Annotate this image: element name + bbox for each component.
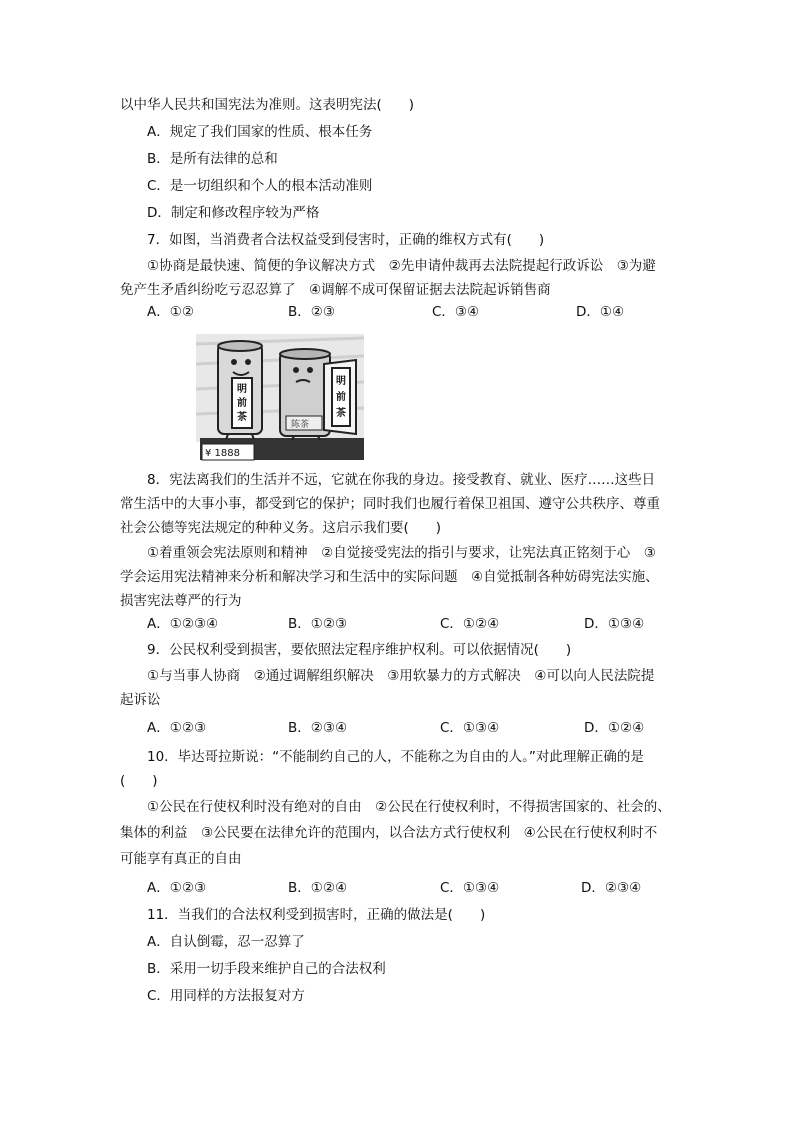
q7-stem: 7．如图，当消费者合法权益受到侵害时，正确的维权方式有( ) — [147, 232, 545, 248]
q6-option-c: C．是一切组织和个人的根本活动准则 — [147, 178, 373, 194]
q8-stem-line1: 8．宪法离我们的生活并不远，它就在你我的身边。接受教育、就业、医疗……这些日 — [147, 472, 656, 488]
q10-option-b: B．①②④ — [288, 880, 348, 896]
left-can-label-char2: 前 — [237, 398, 247, 409]
right-can-label-char2: 前 — [336, 392, 346, 403]
q7-options — [147, 302, 747, 322]
q11-option-a: A．自认倒霉，忍一忍算了 — [147, 934, 305, 950]
q11-option-b: B．采用一切手段来维护自己的合法权利 — [147, 961, 386, 977]
q10-option-d: D．②③④ — [581, 880, 642, 896]
q11-stem: 11．当我们的合法权利受到损害时，正确的做法是( ) — [147, 907, 486, 923]
tea-cans-illustration — [196, 334, 364, 464]
q7-cartoon-figure — [196, 334, 364, 464]
q7-option-b: B．②③ — [288, 304, 335, 320]
q10-stem-line2: ( ) — [120, 773, 158, 789]
q7-option-c: C．③④ — [432, 304, 480, 320]
q9-option-c: C．①③④ — [440, 720, 500, 736]
q6-option-a: A．规定了我们国家的性质、根本任务 — [147, 124, 373, 140]
q11-option-c: C．用同样的方法报复对方 — [147, 988, 305, 1004]
q8-option-d: D．①③④ — [584, 616, 645, 632]
q9-option-d: D．①②④ — [584, 720, 645, 736]
q9-option-a: A．①②③ — [147, 720, 207, 736]
q10-items-line3: 可能享有真正的自由 — [120, 851, 242, 867]
q9-stem: 9．公民权利受到损害，要依照法定程序维护权利。可以依据情况( ) — [147, 642, 572, 658]
q8-options — [147, 614, 747, 634]
q6-option-b: B．是所有法律的总和 — [147, 151, 278, 167]
q8-option-b: B．①②③ — [288, 616, 348, 632]
right-can-tag: 陈茶 — [291, 420, 310, 430]
q7-items-line1: ①协商是最快速、简便的争议解决方式 ②先申请仲裁再去法院提起行政诉讼 ③为避 — [147, 258, 656, 274]
q8-items-line2: 学会运用宪法精神来分析和解决学习和生活中的实际问题 ④自觉抵制各种妨碍宪法实施、 — [120, 569, 659, 585]
right-can-label-char1: 明 — [336, 376, 346, 387]
q10-options — [147, 878, 747, 898]
q8-items-line1: ①着重领会宪法原则和精神 ②自觉接受宪法的指引与要求，让宪法真正铭刻于心 ③ — [147, 545, 656, 561]
q7-option-a: A．①② — [147, 304, 194, 320]
q10-option-c: C．①③④ — [440, 880, 500, 896]
q10-items-line1: ①公民在行使权利时没有绝对的自由 ②公民在行使权利时，不得损害国家的、社会的、 — [147, 799, 671, 815]
left-can-label-char3: 茶 — [237, 412, 247, 423]
q8-stem-line3: 社会公德等宪法规定的种种义务。这启示我们要( ) — [120, 520, 442, 536]
q7-items-line2: 免产生矛盾纠纷吃亏忍忍算了 ④调解不成可保留证据去法院起诉销售商 — [120, 282, 551, 298]
q9-option-b: B．②③④ — [288, 720, 348, 736]
q7-option-d: D．①④ — [576, 304, 625, 320]
q9-items-line2: 起诉讼 — [120, 692, 161, 708]
q10-option-a: A．①②③ — [147, 880, 207, 896]
q8-stem-line2: 常生活中的大事小事，都受到它的保护；同时我们也履行着保卫祖国、遵守公共秩序、尊重 — [120, 496, 660, 512]
q6-option-d: D．制定和修改程序较为严格 — [147, 205, 320, 221]
q8-option-a: A．①②③④ — [147, 616, 219, 632]
q8-option-c: C．①②④ — [440, 616, 500, 632]
q6-stem-tail: 以中华人民共和国宪法为准则。这表明宪法( ) — [120, 97, 415, 113]
left-can-label-char1: 明 — [237, 384, 247, 395]
right-can-label-char3: 茶 — [336, 408, 346, 419]
q9-items-line1: ①与当事人协商 ②通过调解组织解决 ③用软暴力的方式解决 ④可以向人民法院提 — [147, 668, 655, 684]
q9-options — [147, 718, 747, 738]
q10-stem-line1: 10．毕达哥拉斯说：“不能制约自己的人，不能称之为自由的人。”对此理解正确的是 — [147, 749, 644, 765]
q10-items-line2: 集体的利益 ③公民要在法律允许的范围内，以合法方式行使权利 ④公民在行使权利时不 — [120, 825, 658, 841]
q8-items-line3: 损害宪法尊严的行为 — [120, 593, 242, 609]
price-tag: ¥ 1888 — [205, 448, 240, 459]
